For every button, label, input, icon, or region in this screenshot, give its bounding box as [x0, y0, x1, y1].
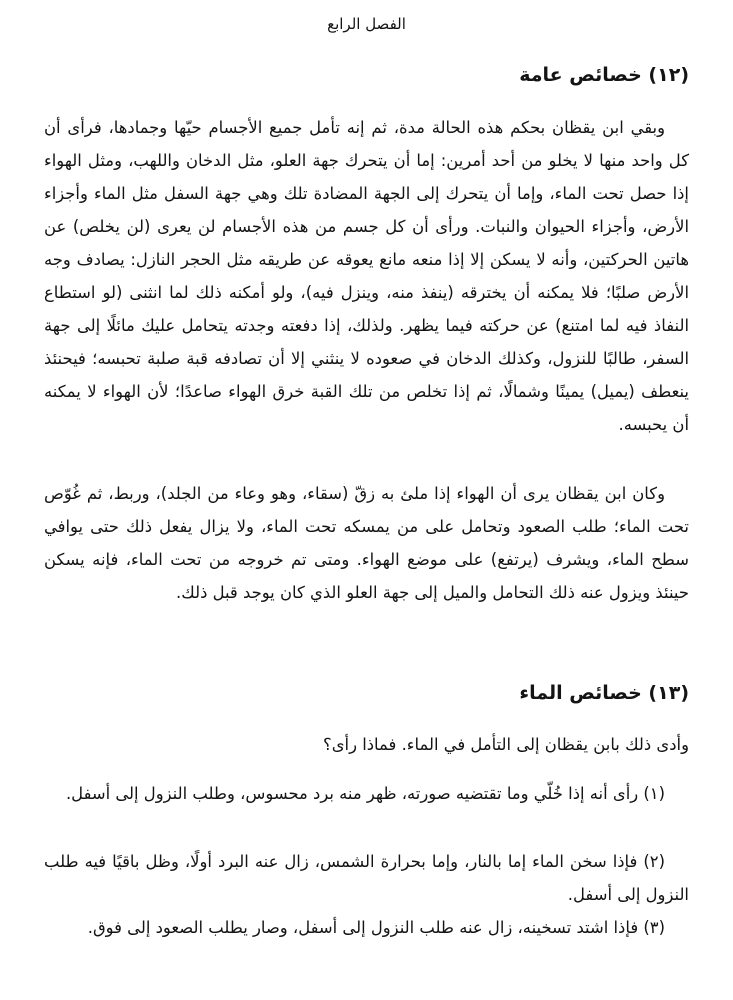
water-property-item-3: (٣) فإذا اشتد تسخينه، زال عنه طلب النزول إلى أسفل، وصار يطلب الصعود إلى فوق.: [87, 918, 665, 937]
section-12-heading: (١٢) خصائص عامة: [519, 64, 689, 86]
water-property-item-1: (١) رأى أنه إذا خُلّي وما تقتضيه صورته، ظهر منه برد محسوس، وطلب النزول إلى أسفل.: [65, 784, 665, 803]
running-head: الفصل الرابع: [327, 15, 406, 33]
section-13-intro: وأدى ذلك بابن يقظان إلى التأمل في الماء. فماذا رأى؟: [323, 735, 689, 754]
section-13-heading: (١٣) خصائص الماء: [519, 682, 689, 704]
section-12-paragraph-2: وكان ابن يقظان يرى أن الهواء إذا ملئ به زقّ (سقاء، وهو وعاء من الجلد)، وربط، ثم غُوّص تحت الماء؛ طلب الصعود وتحامل على من يمسكه تحت الماء، ولا يزال يفعل ذلك حتى يوافي سطح الماء، ويشرف (يرتفع) على موضع الهواء. ومتى تم خروجه من تحت الماء، فإنه يسكن حينئذ ويزول عنه ذلك التحامل والميل إلى جهة العلو الذي كان يوجد قبل ذلك.: [44, 484, 689, 602]
section-12-paragraph-1: وبقي ابن يقظان بحكم هذه الحالة مدة، ثم إنه تأمل جميع الأجسام حيّها وجمادها، فرأى أن كل واحد منها لا يخلو من أحد أمرين: إما أن يتحرك جهة العلو، مثل الدخان واللهب، ومثل الهواء إذا حصل تحت الماء، وإما أن يتحرك إلى الجهة المضادة تلك وهي جهة السفل مثل الماء وأجزاء الأرض، وأجزاء الحيوان والنبات. ورأى أن كل جسم من هذه الأجسام لن يعرى (لن يخلص) عن هاتين الحركتين، وأنه لا يسكن إلا إذا منعه مانع يعوقه عن طريقه مثل الحجر النازل: يصادف وجه الأرض صلبًا؛ فلا يمكنه أن يخترقه (ينفذ منه، وينزل فيه)، ولو أمكنه ذلك لما انثنى (لو استطاع النفاذ فيه لما امتنع) عن حركته فيما يظهر. ولذلك، إذا دفعته وجدته يتحامل عليك مائلًا إلى جهة السفر، طالبًا للنزول، وكذلك الدخان في صعوده لا ينثني إلا أن تصادفه قبة صلبة تحبسه؛ فيحنئذ ينعطف (يميل) يمينًا وشمالًا، ثم إذا تخلص من تلك القبة خرق الهواء صاعدًا؛ لأن الهواء لا يمكنه أن يحبسه.: [44, 118, 689, 434]
water-property-item-2: (٢) فإذا سخن الماء إما بالنار، وإما بحرارة الشمس، زال عنه البرد أولًا، وظل باقيًا فيه طلب النزول إلى أسفل.: [44, 852, 689, 904]
